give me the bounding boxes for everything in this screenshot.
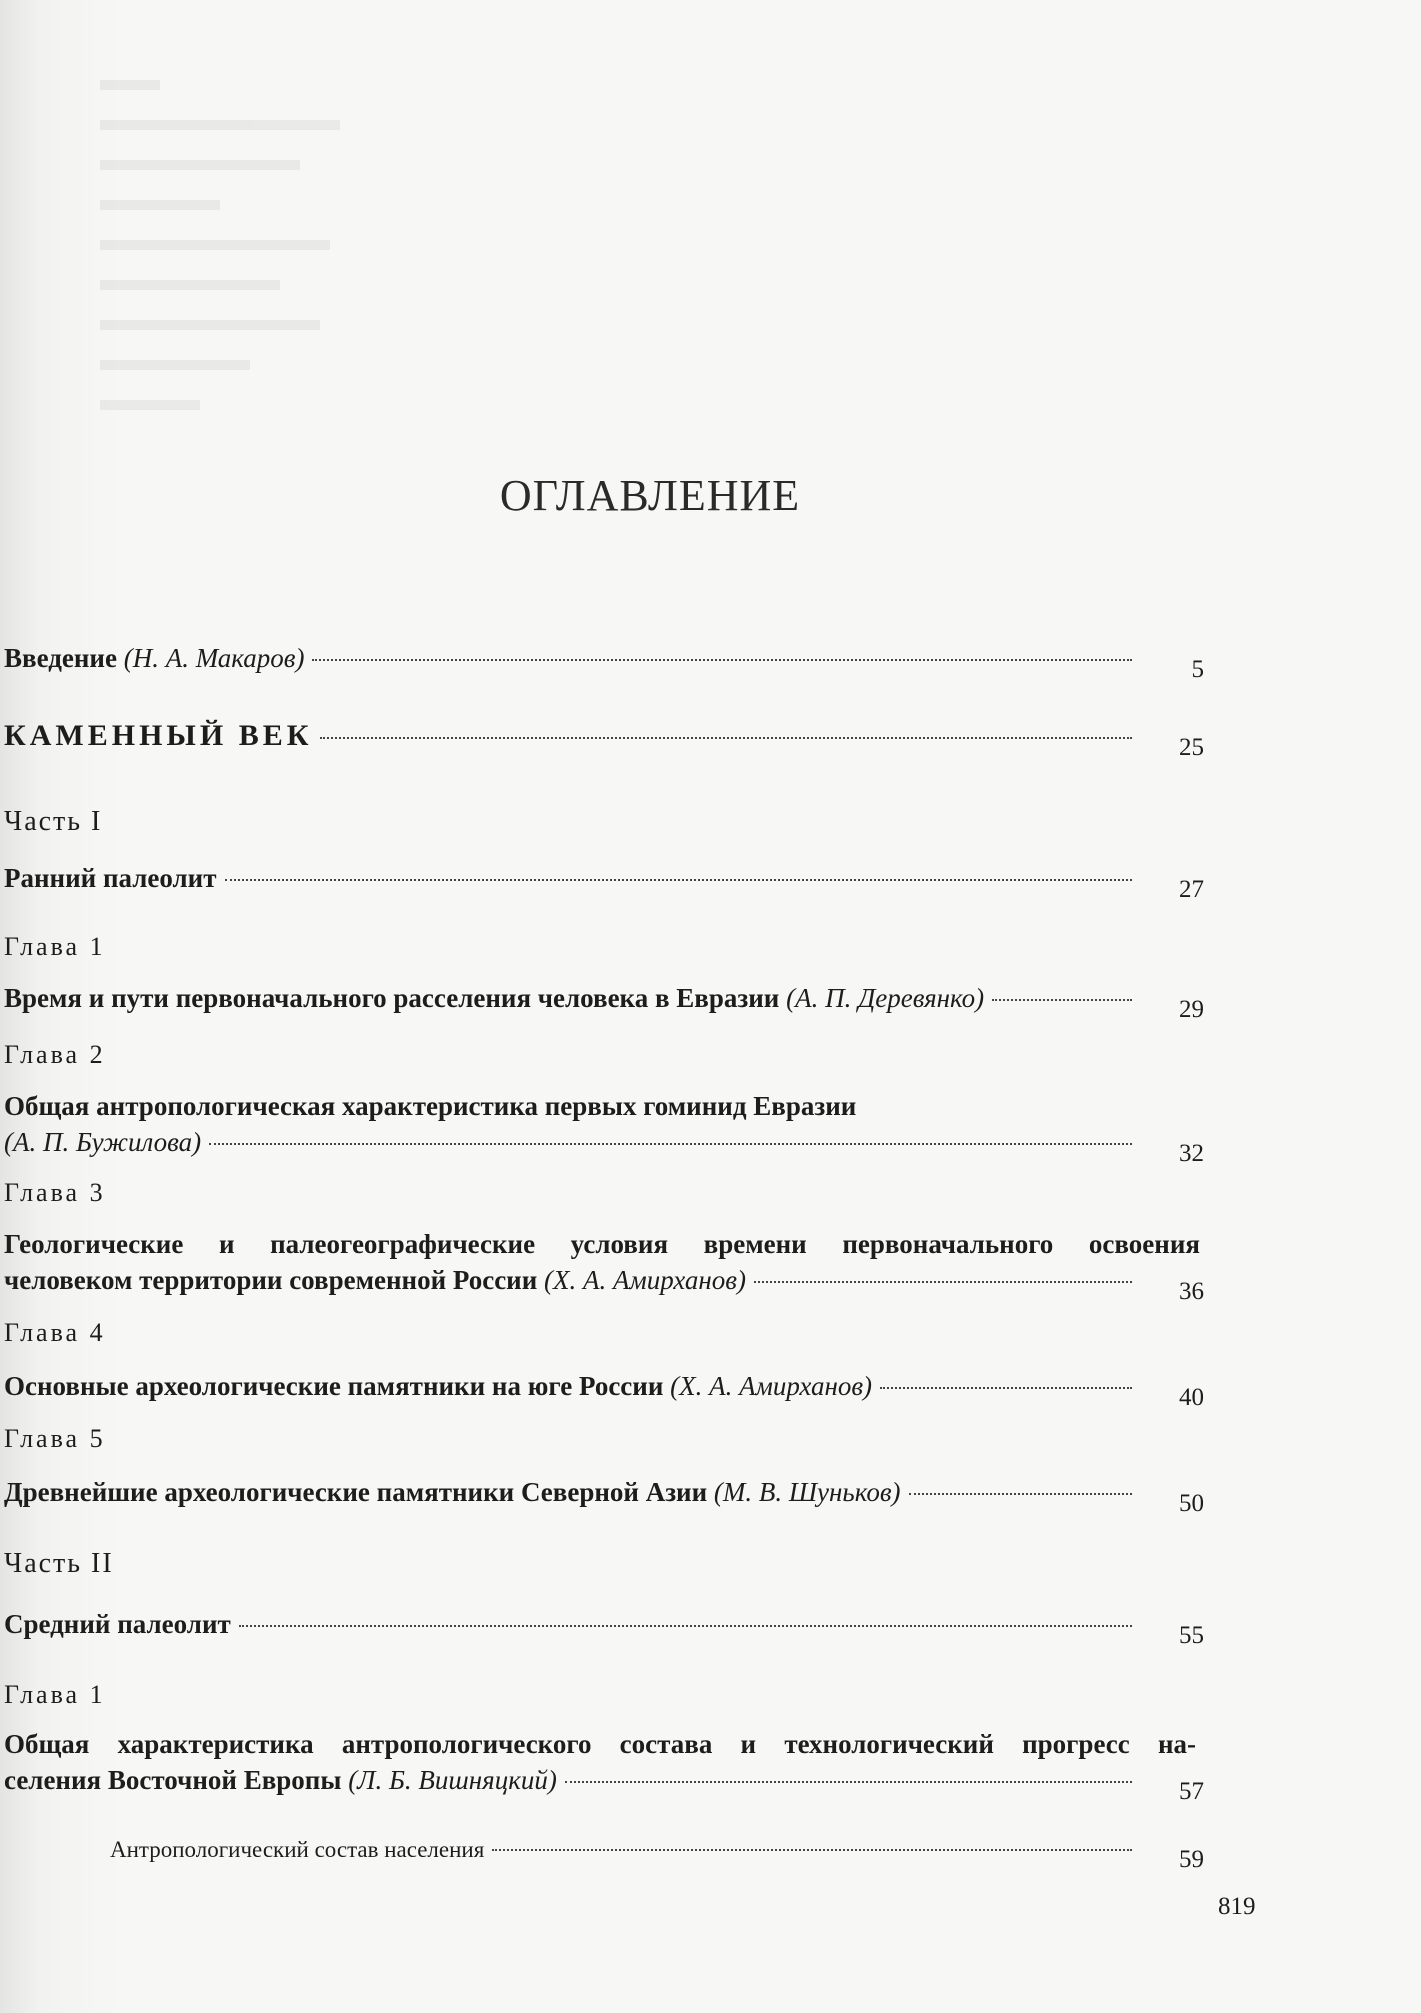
chapter-label: Глава 1: [4, 1680, 106, 1709]
toc-entry-chapter[interactable]: [4, 1088, 1204, 1167]
toc-entry-intro[interactable]: [4, 640, 1204, 683]
entry-title-line: Общая характеристика антропологического состава и технологический прогресс на-: [4, 1729, 1196, 1759]
entry-author: (Л. Б. Вишняцкий): [348, 1765, 557, 1795]
entry-page: 5: [1191, 656, 1204, 683]
entry-page: 40: [1179, 1384, 1204, 1411]
toc-entry-chapter[interactable]: [4, 980, 1204, 1023]
entry-author: (А. П. Бужилова): [4, 1127, 202, 1157]
dot-leader: [312, 659, 1132, 661]
entry-page: 29: [1179, 996, 1204, 1023]
entry-page: 57: [1179, 1778, 1204, 1805]
subsection-title: Антропологический состав населения: [110, 1837, 485, 1862]
entry-title: Время и пути первоначального расселения человека в Евразии: [4, 983, 780, 1013]
toc-entry-chapter[interactable]: [4, 1726, 1204, 1805]
entry-author: (Н. А. Макаров): [123, 643, 305, 673]
chapter-label: Глава 4: [4, 1318, 106, 1347]
toc-subsection[interactable]: [110, 1832, 1204, 1873]
page-folio-number: 819: [1218, 1893, 1256, 1920]
entry-author: (Х. А. Амирханов): [670, 1371, 873, 1401]
entry-page: 55: [1179, 1622, 1204, 1649]
toc-entry-chapter[interactable]: [4, 1226, 1204, 1305]
entry-title: Ранний палеолит: [4, 863, 217, 893]
entry-page: 50: [1179, 1490, 1204, 1517]
dot-leader: [320, 737, 1132, 739]
dot-leader: [225, 879, 1132, 881]
entry-title: Основные археологические памятники на юге России: [4, 1371, 664, 1401]
dot-leader: [239, 1625, 1132, 1627]
toc-entry-middle-paleolithic[interactable]: [4, 1606, 1204, 1649]
entry-page: 36: [1179, 1278, 1204, 1305]
entry-page: 25: [1179, 734, 1204, 761]
dot-leader: [565, 1781, 1132, 1783]
entry-title-line: селения Восточной Европы: [4, 1765, 342, 1795]
entry-title-line: человеком территории современной России: [4, 1265, 538, 1295]
dot-leader: [909, 1493, 1132, 1495]
toc-entry-chapter[interactable]: [4, 1368, 1204, 1411]
entry-author: (А. П. Деревянко): [786, 983, 985, 1013]
dot-leader: [880, 1387, 1132, 1389]
entry-page: 32: [1179, 1140, 1204, 1167]
chapter-label: Глава 5: [4, 1424, 106, 1453]
entry-page: 59: [1179, 1846, 1204, 1873]
dot-leader: [992, 999, 1132, 1001]
dot-leader: [754, 1281, 1132, 1283]
chapter-label: Глава 1: [4, 932, 106, 961]
page-title: ОГЛАВЛЕНИЕ: [499, 471, 801, 520]
toc-entry-chapter[interactable]: [4, 1474, 1204, 1517]
entry-title: Общая антропологическая характеристика первых гоминид Евразии: [4, 1091, 857, 1121]
part-label: Часть I: [4, 806, 103, 837]
toc-entry-stone-age[interactable]: [4, 718, 1204, 761]
entry-title: Введение: [4, 643, 117, 673]
entry-author: (М. В. Шуньков): [713, 1477, 901, 1507]
entry-page: 27: [1179, 876, 1204, 903]
section-title: КАМЕННЫЙ ВЕК: [4, 719, 313, 752]
dot-leader: [492, 1849, 1132, 1851]
chapter-label: Глава 3: [4, 1178, 106, 1207]
chapter-label: Глава 2: [4, 1040, 106, 1069]
part-label: Часть II: [4, 1548, 114, 1579]
entry-title: Древнейшие археологические памятники Северной Азии: [4, 1477, 708, 1507]
entry-author: (Х. А. Амирханов): [544, 1265, 746, 1295]
dot-leader: [209, 1143, 1132, 1145]
toc-entry-early-paleolithic[interactable]: [4, 860, 1204, 903]
entry-title-line: Геологические и палеогеографические условия времени первоначального освоения: [4, 1229, 1200, 1259]
entry-title: Средний палеолит: [4, 1609, 231, 1639]
